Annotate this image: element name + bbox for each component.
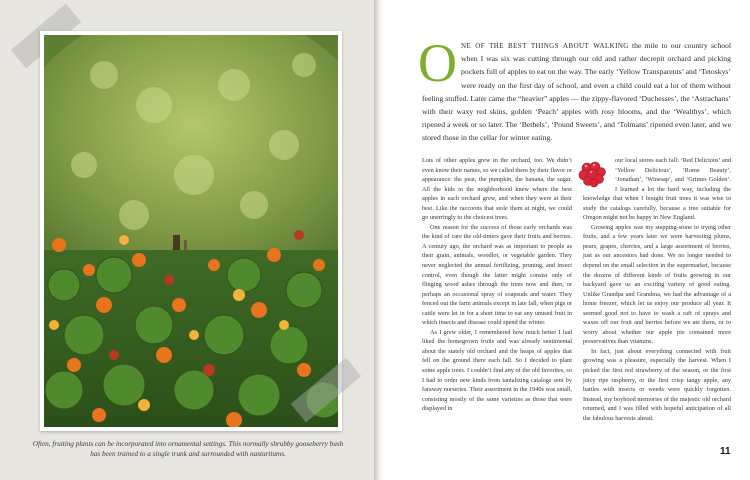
gooseberry-nasturtium-image (44, 35, 338, 427)
drop-cap: O (418, 33, 457, 93)
paragraph: Lots of other apples grew in the orchard, too. We didn’t even know their names, so we called them by their flavor or appearance: the pear, the pumpkin, the banana, the sugar. All the kids in the neighborhood knew where the best apples in each orchard grew, and when they were at their best. Like the raccoons that stole them at night, we could go unerringly to the choicest trees. (422, 157, 572, 222)
paragraph: In fact, just about everything connected with fruit growing was a pleasure, especially the harvest. When I picked the first red strawberry of the season, or the first juicy ripe raspberry, or the first crisp tangy apple, any battles with insects or weeds were quickly forgotten. Instead, my boyhood memories of the majestic old orchard returned, and I was filled with hopeful anticipation of all the fabulous harvests ahead. (583, 347, 731, 422)
paragraph: our local stores each fall: ‘Red Delicious’ and ‘Yellow Delicious’, ‘Rome Beauty’, ‘Jonathan’, ‘Winesap’, and ‘Grimes Golden’. I learned a lot the hard way, including the knowledge that when I bought fruit trees it was wise to study the catalogs carefully, because a tree suitable for Oregon might not be happy in New England. (583, 157, 731, 222)
raspberry-icon (575, 156, 609, 190)
lead-in-small-caps: ne of the best things about walking (461, 40, 629, 51)
photo-caption: Often, fruiting plants can be incorporated into ornamental settings. This normally shrubby gooseberry bush has been trained to a single trunk and surrounded with nasturtiums. (32, 440, 344, 458)
body-column-right (583, 156, 731, 423)
page-number: 11 (720, 446, 731, 457)
paragraph: Growing apples was my stepping-stone to trying other fruits, and a few years later we were harvesting plums, pears, grapes, cherries, and a large assortment of berries, just as our ancestors had done. We no longer needed to depend on the small selection in the supermarket, because the dozens of different kinds of fruits growing in our backyard gave us an exciting variety of good eating. Unlike Grandpa and Grandma, we had the advantage of a home freezer, which let us enjoy our produce all year. It seemed good not to have to wash a raft of sprays and waxes off our fruit and berries before we ate them, or to worry about whether our apple pie contained more preservatives than vitamins. (583, 223, 731, 346)
right-page (384, 0, 750, 480)
intro-paragraph (418, 33, 732, 145)
gooseberry-photo (40, 31, 342, 431)
book-gutter (374, 0, 384, 480)
paragraph: As I grew older, I remembered how much better I had liked the homegrown fruits and was already sentimental about the stately old orchard and the heaps of apples that fell on the ground there each fall. So I decided to plant some apple trees. I couldn’t find any of the old favorites, so I had to order new kinds from tantalizing catalogs sent by faraway nurseries. Their assortment in the 1940s was small, consisting mostly of the same varieties as those that were displayed in (422, 328, 572, 413)
intro-body: the mile to our country school when I was six was cutting through our old and rather decrepit orchard and picking pockets full of apples to eat on the way. The early ‘Yellow Transparents’ and ‘Tetoskys’ were ready on the first day of school, and even a child could eat a lot of them without feeling stuffed. Later came the “heavier” apples — the zippy-flavored ‘Duchesses’, the ‘Astrachans’ with their waxy red skins, golden ‘Peach’ apples with rosy blooms, and the ‘Wealthys’, which ripened a week or so later. The ‘Bethels’, ‘Pound Sweets’, and ‘Tolmans’ ripened even later, and we stored those in the cellar for winter eating. (422, 41, 732, 143)
left-page (0, 0, 374, 480)
paragraph: One reason for the success of those early orchards was the kind of care the old-timers gave their fruits and berries. A century ago, the orchard was as important to people as their grain, animals, woodlot, or vegetable garden. They never neglected the annual fertilizing, pruning, and insect control, even though the latter might consist only of flinging wood ashes through the trees now and then, or perhaps an occasional spray of soapsuds and water. They fenced out the farm animals except in late fall, when pigs or cattle were let in for a short time to eat any unused fruit in which insects and disease could spend the winter. (422, 223, 572, 327)
body-column-left (422, 156, 572, 414)
